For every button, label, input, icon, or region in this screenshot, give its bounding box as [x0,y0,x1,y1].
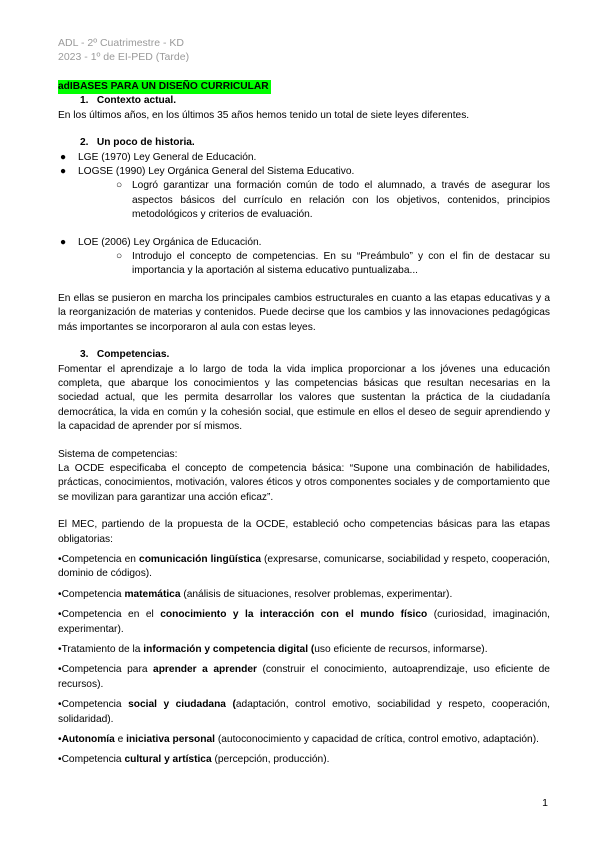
competency-system-label: Sistema de competencias: [58,448,178,460]
competency-item: •Competencia en el conocimiento y la interacción con el mundo físico (curiosidad, imaginación, experimentar). [58,609,550,635]
law-loe: LOE (2006) Ley Orgánica de Educación. [78,236,262,248]
section-2-number: 2. [80,137,89,149]
law-lge: LGE (1970) Ley General de Educación. [78,151,257,163]
section-1-number: 1. [80,95,89,107]
law-logse: LOGSE (1990) Ley Orgánica General del Sistema Educativo. [78,166,355,178]
list-item: ● LOE (2006) Ley Orgánica de Educación. [60,236,262,248]
section-3-title: Competencias. [96,349,170,361]
document-title: adIBASES PARA UN DISEÑO CURRICULAR [58,80,271,94]
section-3-heading [80,348,550,362]
competency-item: •Competencia social y ciudadana (adaptación, control emotivo, sociabilidad y respeto, cooperación, solidaridad). [58,699,550,725]
page-number: 1 [542,797,548,809]
law-logse-detail: Logró garantizar una formación común de todo el alumnado, a través de asegurar los aspectos básicos del currículo en relación con los objetivos, contenidos, principios metodológicos y criterios de evaluación. [132,180,550,221]
section-1-title: Contexto actual. [96,95,177,107]
law-loe-detail: Introdujo el concepto de competencias. En su “Preámbulo” y con el fin de destacar su importancia y la aportación al sistema educativo puntualizaba... [132,251,550,277]
section-3-paragraph: Fomentar el aprendizaje a lo largo de toda la vida implica proporcionar a los jóvenes una educación completa, que abarque los conocimientos y las competencias básicas que resultan necesarias en la sociedad actual, que les permita desarrollar los valores que sustentan la práctica de la ciudadanía democrática, la vida en común y la cohesión social, que estimule en ellos el deseo de seguir aprendiendo y la capacidad de aprender por sí mismos. [58,363,550,433]
header-line-1: ADL - 2º Cuatrimestre - KD [58,37,184,49]
section-2-paragraph: En ellas se pusieron en marcha los principales cambios estructurales en cuanto a las etapas educativas y a la reorganización de materias y contenidos. Puede decirse que los cambios y las innovaciones pedagógicas más importantes se incorporaron al aula con estas leyes. [58,292,550,333]
sub-list-item: ○ Introdujo el concepto de competencias. En su “Preámbulo” y con el fin de destacar su importancia y la aportación al sistema educativo puntualizaba... [116,251,550,277]
document-body [58,80,550,774]
competency-item: •Competencia para aprender a aprender (construir el conocimiento, autoaprendizaje, uso eficiente de recursos). [58,664,550,690]
section-2-heading [80,136,550,150]
competency-item: •Competencia en comunicación lingüística (expresarse, comunicarse, sociabilidad y respeto, cooperación, dominio de códigos). [58,553,550,580]
sub-list-item: ○ Logró garantizar una formación común de todo el alumnado, a través de asegurar los aspectos básicos del currículo en relación con los objetivos, contenidos, principios metodológicos y criterios de evaluación. [116,180,550,221]
list-item: ● LOGSE (1990) Ley Orgánica General del Sistema Educativo. [60,166,355,178]
section-1-text: En los últimos años, en los últimos 35 años hemos tenido un total de siete leyes diferentes. [58,109,470,121]
section-2-title: Un poco de historia. [96,137,195,149]
competency-item: •Autonomía e iniciativa personal (autoconocimiento y capacidad de crítica, control emotivo, adaptación). [58,734,539,746]
mec-paragraph: El MEC, partiendo de la propuesta de la OCDE, estableció ocho competencias básicas para las etapas obligatorias: [58,519,550,545]
section-3-number: 3. [80,349,89,361]
competency-item: •Competencia matemática (análisis de situaciones, resolver problemas, experimentar). [58,588,453,600]
list-item: ● LGE (1970) Ley General de Educación. [60,151,257,163]
ocde-definition: La OCDE especificaba el concepto de competencia básica: “Supone una combinación de habilidades, prácticas, conocimientos, motivación, valores éticos y otros componentes sociales y de comportamiento que se movilizan para garantizar una acción eficaz”. [58,462,550,503]
competency-item: •Competencia cultural y artística (percepción, producción). [58,754,330,766]
competency-item: •Tratamiento de la información y competencia digital (uso eficiente de recursos, informarse). [58,644,488,655]
header-line-2: 2023 - 1º de EI-PED (Tarde) [58,51,190,63]
section-1-heading [80,94,550,108]
